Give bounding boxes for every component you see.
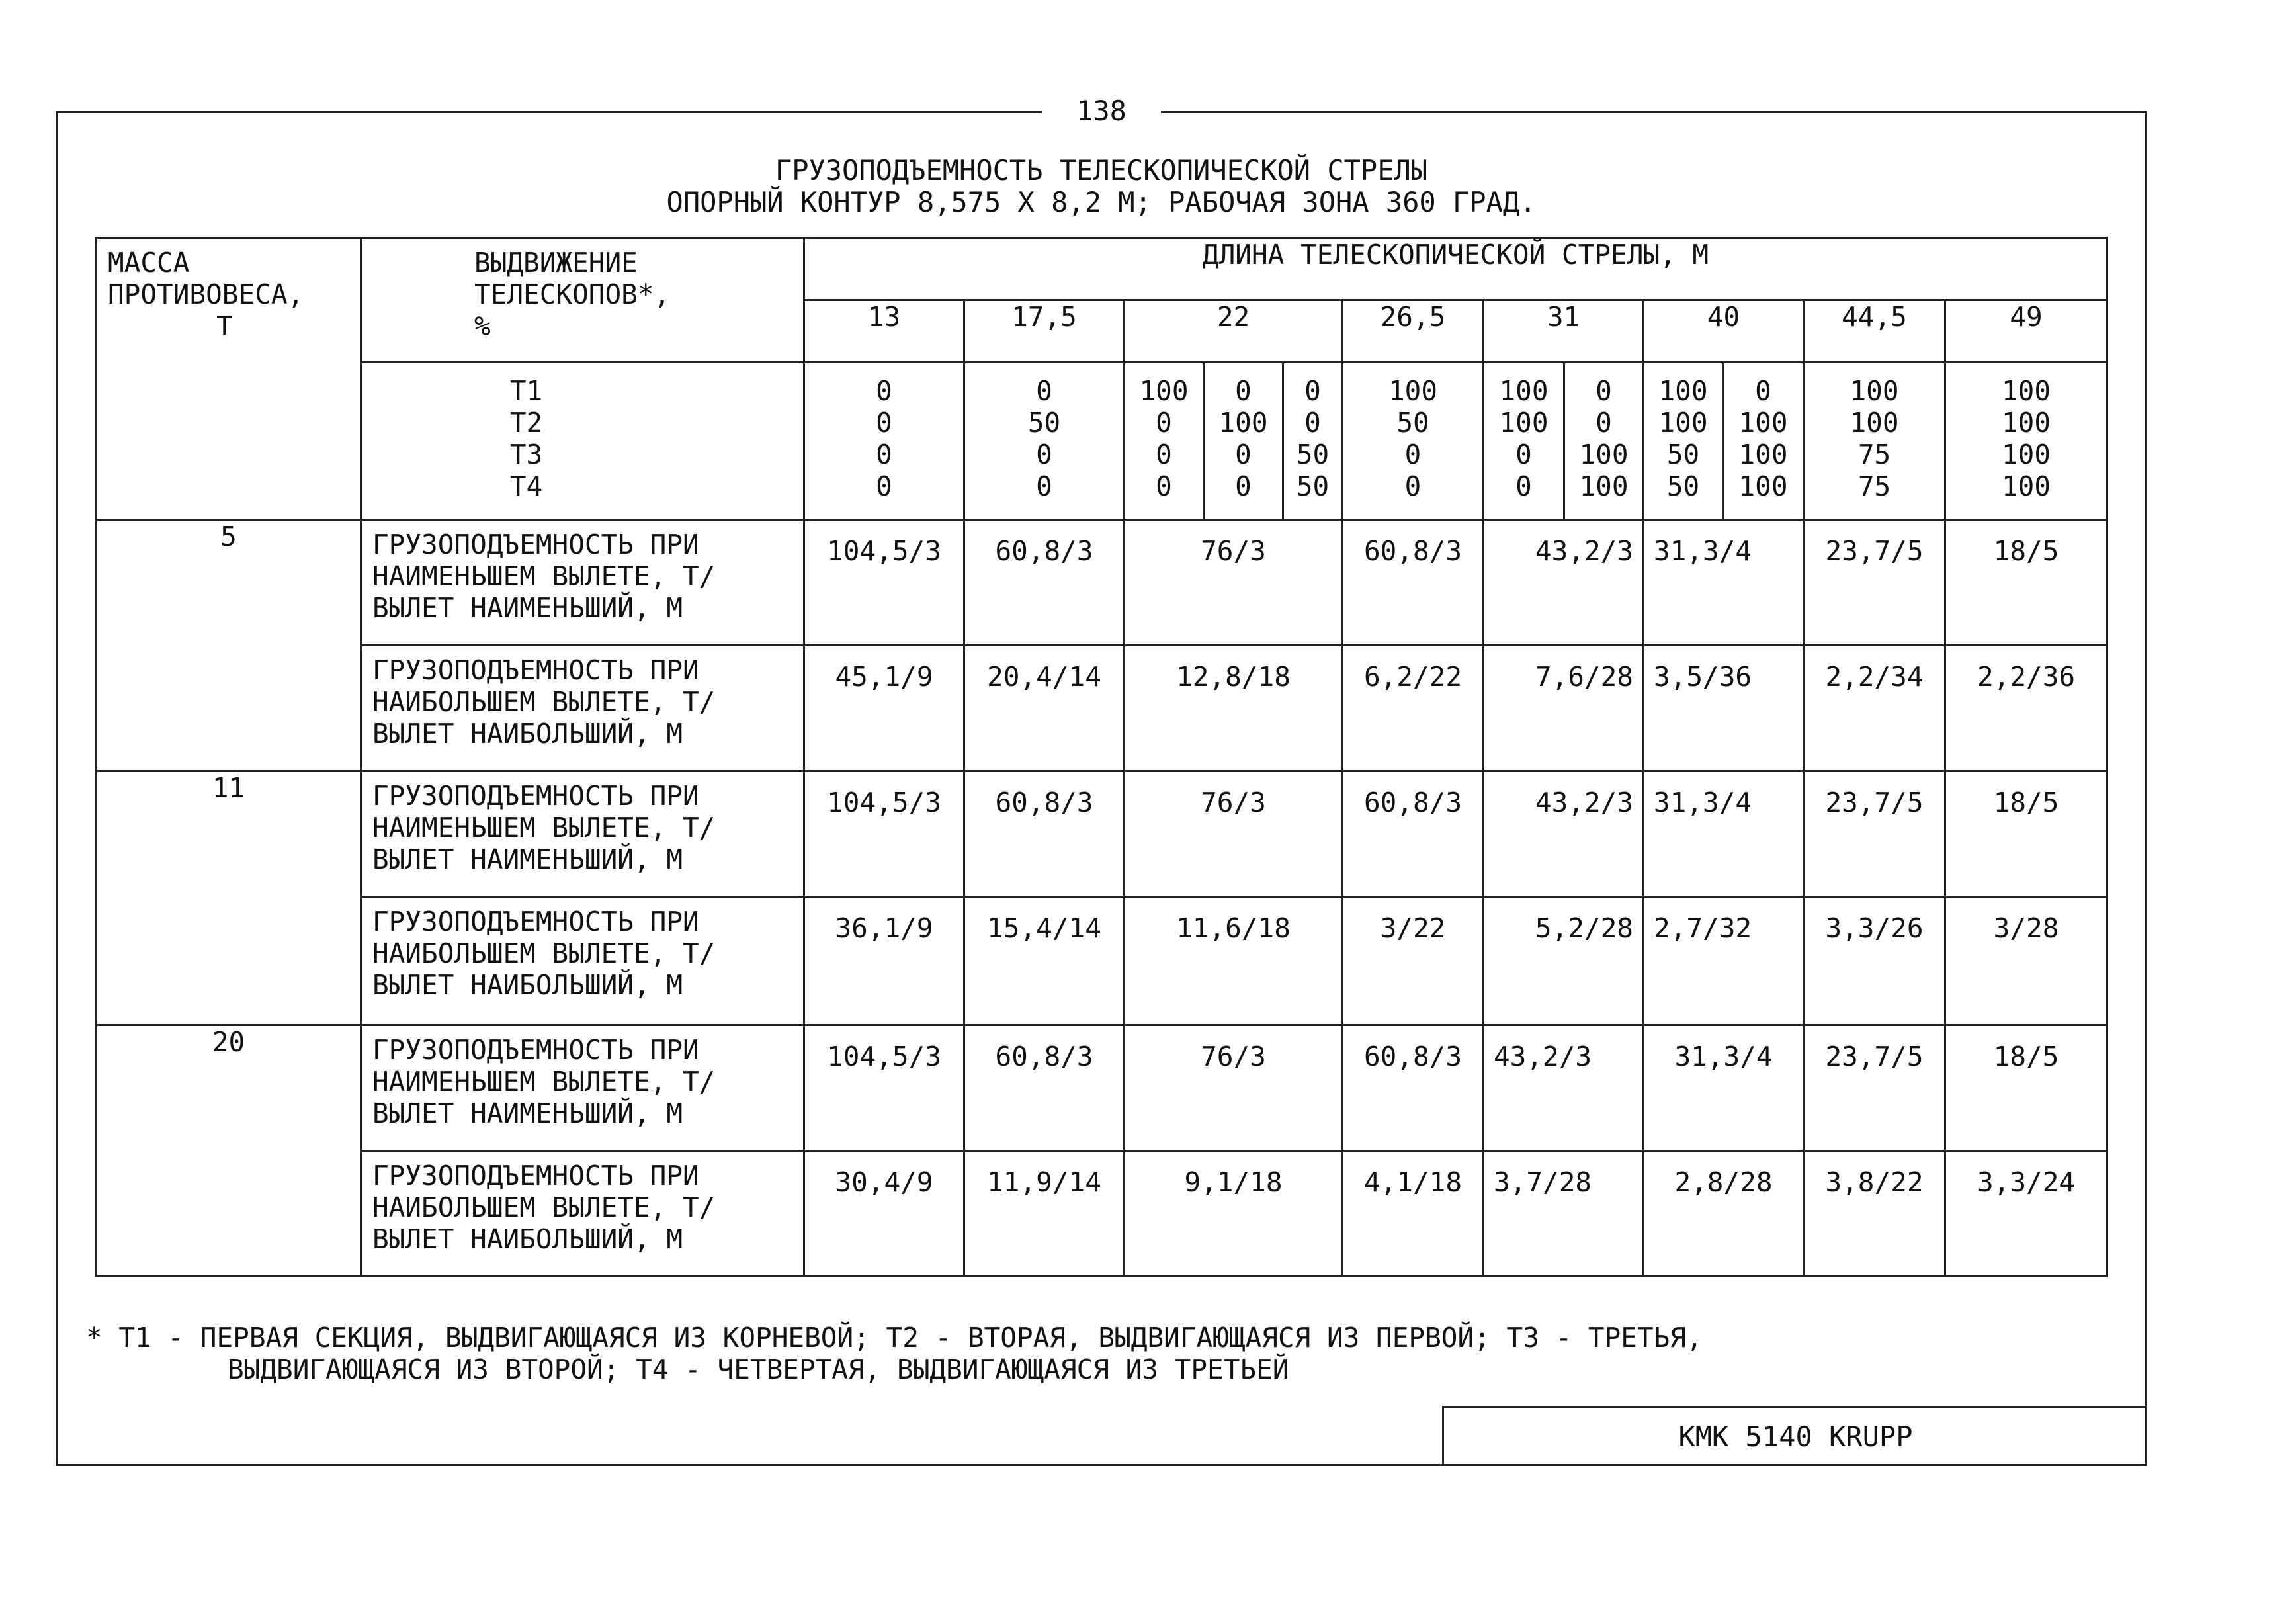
- cell-value: 11,6/18: [1125, 897, 1343, 1025]
- table-row: [97, 646, 2107, 771]
- cell-value: 2,8/28: [1644, 1151, 1804, 1277]
- percent-column-31-b: 0 0 100 100: [1564, 363, 1644, 520]
- cell-value: 5,2/28: [1484, 897, 1644, 1025]
- cell-value: 23,7/5: [1804, 520, 1945, 646]
- cell-value: 31,3/4: [1644, 771, 1804, 897]
- cell-value: 76/3: [1125, 1025, 1343, 1151]
- cell-value: 45,1/9: [804, 646, 964, 771]
- boom-length-40: 40: [1644, 300, 1804, 363]
- percent-column-17-5: 0 50 0 0: [964, 363, 1125, 520]
- cell-value: 3,3/26: [1804, 897, 1945, 1025]
- cell-value: 43,2/3: [1484, 1025, 1644, 1151]
- cell-value: 12,8/18: [1125, 646, 1343, 771]
- percent-column-22-a: 100 0 0 0: [1125, 363, 1204, 520]
- extension-header: ВЫДВИЖЕНИЕ ТЕЛЕСКОПОВ*, %: [361, 238, 804, 363]
- table-row: [97, 1025, 2107, 1151]
- table-row: [97, 771, 2107, 897]
- cell-value: 23,7/5: [1804, 1025, 1945, 1151]
- cell-value: 3,7/28: [1484, 1151, 1644, 1277]
- cell-value: 60,8/3: [964, 771, 1125, 897]
- cell-value: 60,8/3: [1343, 1025, 1484, 1151]
- cell-value: 18/5: [1945, 1025, 2107, 1151]
- boom-length-header: ДЛИНА ТЕЛЕСКОПИЧЕСКОЙ СТРЕЛЫ, М: [804, 238, 2107, 300]
- counterweight-mass-20: 20: [97, 1025, 361, 1277]
- table-row: [97, 897, 2107, 1025]
- title-block-stamp: КМК 5140 KRUPP: [1442, 1406, 2147, 1466]
- row-label-max-radius: ГРУЗОПОДЪЕМНОСТЬ ПРИ НАИБОЛЬШЕМ ВЫЛЕТЕ, Т/ ВЫЛЕТ НАИБОЛЬШИЙ, М: [361, 897, 804, 1025]
- cell-value: 30,4/9: [804, 1151, 964, 1277]
- footnote-line-1: * Т1 - ПЕРВАЯ СЕКЦИЯ, ВЫДВИГАЮЩАЯСЯ ИЗ КОРНЕВОЙ; Т2 - ВТОРАЯ, ВЫДВИГАЮЩАЯСЯ ИЗ ПЕРВОЙ; Т3 - ТРЕТЬЯ,: [86, 1322, 1703, 1354]
- row-label-min-radius: ГРУЗОПОДЪЕМНОСТЬ ПРИ НАИМЕНЬШЕМ ВЫЛЕТЕ, Т/ ВЫЛЕТ НАИМЕНЬШИЙ, М: [361, 520, 804, 646]
- percent-column-26-5: 100 50 0 0: [1343, 363, 1484, 520]
- cell-value: 31,3/4: [1644, 520, 1804, 646]
- cell-value: 60,8/3: [964, 1025, 1125, 1151]
- cell-value: 18/5: [1945, 771, 2107, 897]
- cell-value: 23,7/5: [1804, 771, 1945, 897]
- load-chart-table: [95, 237, 2108, 1277]
- cell-value: 15,4/14: [964, 897, 1125, 1025]
- counterweight-mass-5: 5: [97, 520, 361, 771]
- percent-column-31-a: 100 100 0 0: [1484, 363, 1564, 520]
- table-row: [97, 520, 2107, 646]
- footnote-line-2: ВЫДВИГАЮЩАЯСЯ ИЗ ВТОРОЙ; Т4 - ЧЕТВЕРТАЯ, ВЫДВИГАЮЩАЯСЯ ИЗ ТРЕТЬЕЙ: [228, 1354, 1289, 1385]
- boom-length-44-5: 44,5: [1804, 300, 1945, 363]
- cell-value: 11,9/14: [964, 1151, 1125, 1277]
- mass-header: МАССА ПРОТИВОВЕСА, Т: [97, 238, 361, 520]
- cell-value: 2,2/34: [1804, 646, 1945, 771]
- cell-value: 104,5/3: [804, 771, 964, 897]
- boom-length-31: 31: [1484, 300, 1644, 363]
- percent-column-40-b: 0 100 100 100: [1723, 363, 1804, 520]
- row-label-max-radius: ГРУЗОПОДЪЕМНОСТЬ ПРИ НАИБОЛЬШЕМ ВЫЛЕТЕ, Т/ ВЫЛЕТ НАИБОЛЬШИЙ, М: [361, 646, 804, 771]
- cell-value: 31,3/4: [1644, 1025, 1804, 1151]
- cell-value: 6,2/22: [1343, 646, 1484, 771]
- row-label-max-radius: ГРУЗОПОДЪЕМНОСТЬ ПРИ НАИБОЛЬШЕМ ВЫЛЕТЕ, Т/ ВЫЛЕТ НАИБОЛЬШИЙ, М: [361, 1151, 804, 1277]
- title-line-1: ГРУЗОПОДЪЕМНОСТЬ ТЕЛЕСКОПИЧЕСКОЙ СТРЕЛЫ: [775, 154, 1428, 187]
- cell-value: 43,2/3: [1484, 520, 1644, 646]
- cell-value: 3,8/22: [1804, 1151, 1945, 1277]
- cell-value: 3,5/36: [1644, 646, 1804, 771]
- table-row: [97, 1151, 2107, 1277]
- cell-value: 2,2/36: [1945, 646, 2107, 771]
- boom-length-26-5: 26,5: [1343, 300, 1484, 363]
- cell-value: 4,1/18: [1343, 1151, 1484, 1277]
- telescope-labels: Т1 Т2 Т3 Т4: [361, 363, 804, 520]
- boom-length-13: 13: [804, 300, 964, 363]
- cell-value: 2,7/32: [1644, 897, 1804, 1025]
- row-label-min-radius: ГРУЗОПОДЪЕМНОСТЬ ПРИ НАИМЕНЬШЕМ ВЫЛЕТЕ, Т/ ВЫЛЕТ НАИМЕНЬШИЙ, М: [361, 1025, 804, 1151]
- cell-value: 60,8/3: [1343, 771, 1484, 897]
- footnote: [86, 1322, 1703, 1385]
- cell-value: 3/28: [1945, 897, 2107, 1025]
- cell-value: 9,1/18: [1125, 1151, 1343, 1277]
- cell-value: 76/3: [1125, 520, 1343, 646]
- cell-value: 3/22: [1343, 897, 1484, 1025]
- percent-column-44-5: 100 100 75 75: [1804, 363, 1945, 520]
- percent-column-22-c: 0 0 50 50: [1283, 363, 1343, 520]
- boom-length-22: 22: [1125, 300, 1343, 363]
- cell-value: 3,3/24: [1945, 1151, 2107, 1277]
- cell-value: 104,5/3: [804, 1025, 964, 1151]
- percent-column-49: 100 100 100 100: [1945, 363, 2107, 520]
- cell-value: 7,6/28: [1484, 646, 1644, 771]
- boom-length-17-5: 17,5: [964, 300, 1125, 363]
- cell-value: 60,8/3: [964, 520, 1125, 646]
- page-number: 138: [1042, 93, 1161, 130]
- counterweight-mass-11: 11: [97, 771, 361, 1025]
- boom-length-49: 49: [1945, 300, 2107, 363]
- table-title: [56, 155, 2147, 218]
- cell-value: 20,4/14: [964, 646, 1125, 771]
- row-label-min-radius: ГРУЗОПОДЪЕМНОСТЬ ПРИ НАИМЕНЬШЕМ ВЫЛЕТЕ, Т/ ВЫЛЕТ НАИМЕНЬШИЙ, М: [361, 771, 804, 897]
- cell-value: 60,8/3: [1343, 520, 1484, 646]
- title-line-2: ОПОРНЫЙ КОНТУР 8,575 Х 8,2 М; РАБОЧАЯ ЗОНА 360 ГРАД.: [666, 186, 1537, 218]
- cell-value: 36,1/9: [804, 897, 964, 1025]
- cell-value: 43,2/3: [1484, 771, 1644, 897]
- cell-value: 18/5: [1945, 520, 2107, 646]
- cell-value: 104,5/3: [804, 520, 964, 646]
- percent-column-22-b: 0 100 0 0: [1204, 363, 1283, 520]
- percent-column-13: 0 0 0 0: [804, 363, 964, 520]
- cell-value: 76/3: [1125, 771, 1343, 897]
- percent-column-40-a: 100 100 50 50: [1644, 363, 1723, 520]
